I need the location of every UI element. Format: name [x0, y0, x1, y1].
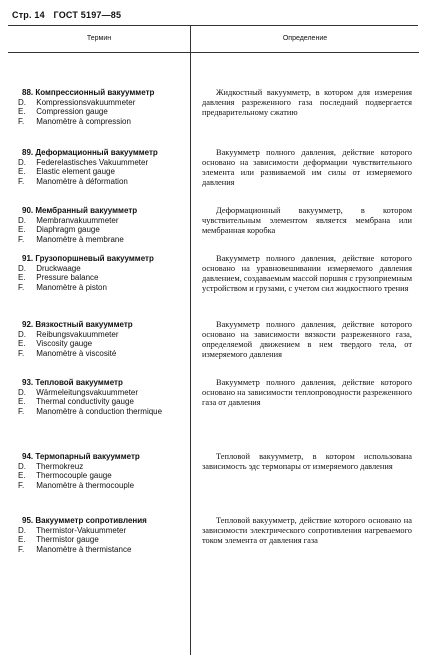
term-de: D. Thermokreuz	[18, 461, 84, 471]
term-title: 91. Грузопоршневый вакуумметр	[22, 254, 154, 263]
definition-cell: Вакуумметр полного давления, действие которого основано на зависимости вязкости разреженного газа, определяемой движением в нем твердого тела, от измеряемого давления	[202, 320, 412, 359]
definition-cell: Вакуумметр полного давления, действие которого основано на зависимости теплопроводности разреженного газа от давления	[202, 378, 412, 407]
term-fr: F. Manomètre à thermocouple	[18, 480, 135, 490]
term-de: D. Kompressionsvakuummeter	[18, 97, 136, 107]
term-en: E. Thermistor gauge	[18, 535, 99, 544]
term-en: E. Diaphragm gauge	[18, 225, 100, 234]
page-header	[12, 10, 127, 20]
term-en: E. Pressure balance	[18, 273, 99, 282]
term-fr: F. Manomètre à thermistance	[18, 544, 132, 554]
term-title: 94. Термопарный вакуумметр	[22, 452, 140, 461]
term-title: 88. Компрессионный вакуумметр	[22, 88, 155, 97]
term-en: E. Thermal conductivity gauge	[18, 397, 134, 406]
page-number: Стр. 14	[12, 10, 45, 20]
term-cell	[18, 452, 190, 490]
term-title: 95. Вакуумметр сопротивления	[22, 516, 147, 525]
term-cell	[18, 206, 190, 244]
term-en: E. Compression gauge	[18, 107, 108, 116]
term-title: 90. Мембранный вакуумметр	[22, 206, 138, 215]
term-fr: F. Manomètre à piston	[18, 282, 107, 292]
term-fr: F. Manomètre à membrane	[18, 234, 124, 244]
term-de: D. Membranvakuummeter	[18, 215, 119, 225]
definition-cell: Деформационный вакуумметр, в котором чувствительным элементом является мембрана или мембранная коробка	[202, 206, 412, 235]
definition-cell: Жидкостный вакуумметр, в котором для измерения давления разреженного газа последний подвергается предварительному сжатию	[202, 88, 412, 117]
definition-cell: Тепловой вакуумметр, в котором использована зависимость эдс термопары от измеряемого давления	[202, 452, 412, 471]
term-de: D. Druckwaage	[18, 263, 81, 273]
term-en: E. Thermocouple gauge	[18, 471, 112, 480]
term-cell	[18, 320, 190, 358]
term-de: D. Reibungsvakuummeter	[18, 329, 119, 339]
definition-cell: Вакуумметр полного давления, действие которого основано на уравновешивании измеряемого давления давлением, создаваемым массой поршня с грузоприемным устройством и грузами, с учетом сил жидкостного трения	[202, 254, 412, 293]
term-cell	[18, 378, 190, 416]
term-en: E. Elastic element gauge	[18, 167, 115, 176]
term-de: D. Thermistor-Vakuummeter	[18, 525, 127, 535]
column-header-term: Термин	[8, 26, 190, 53]
column-header-definition: Определение	[190, 26, 419, 53]
term-title: 89. Деформационный вакуумметр	[22, 148, 158, 157]
definition-cell: Тепловой вакуумметр, действие которого основано на зависимости электрического сопротивления нагреваемого током элемента от давления газа	[202, 516, 412, 545]
term-fr: F. Manomètre à déformation	[18, 176, 128, 186]
term-title: 93. Тепловой вакуумметр	[22, 378, 123, 387]
term-fr: F. Manomètre à compression	[18, 116, 131, 126]
term-cell	[18, 516, 190, 554]
term-fr: F. Manomètre à viscosité	[18, 348, 117, 358]
term-en: E. Viscosity gauge	[18, 339, 93, 348]
definition-cell: Вакуумметр полного давления, действие которого основано на зависимости деформации чувствительного элемента или развиваемой им силы от измеряемого давления	[202, 148, 412, 187]
term-fr: F. Manomètre à conduction thermique	[18, 406, 163, 416]
term-de: D. Federelastisches Vakuummeter	[18, 157, 149, 167]
standard-code: ГОСТ 5197—85	[53, 10, 122, 20]
term-cell	[18, 88, 190, 126]
column-divider	[190, 25, 191, 655]
term-cell	[18, 148, 190, 186]
term-de: D. Wärmeleitungsvakuummeter	[18, 387, 139, 397]
term-title: 92. Вязкостный вакуумметр	[22, 320, 133, 329]
term-cell	[18, 254, 190, 292]
